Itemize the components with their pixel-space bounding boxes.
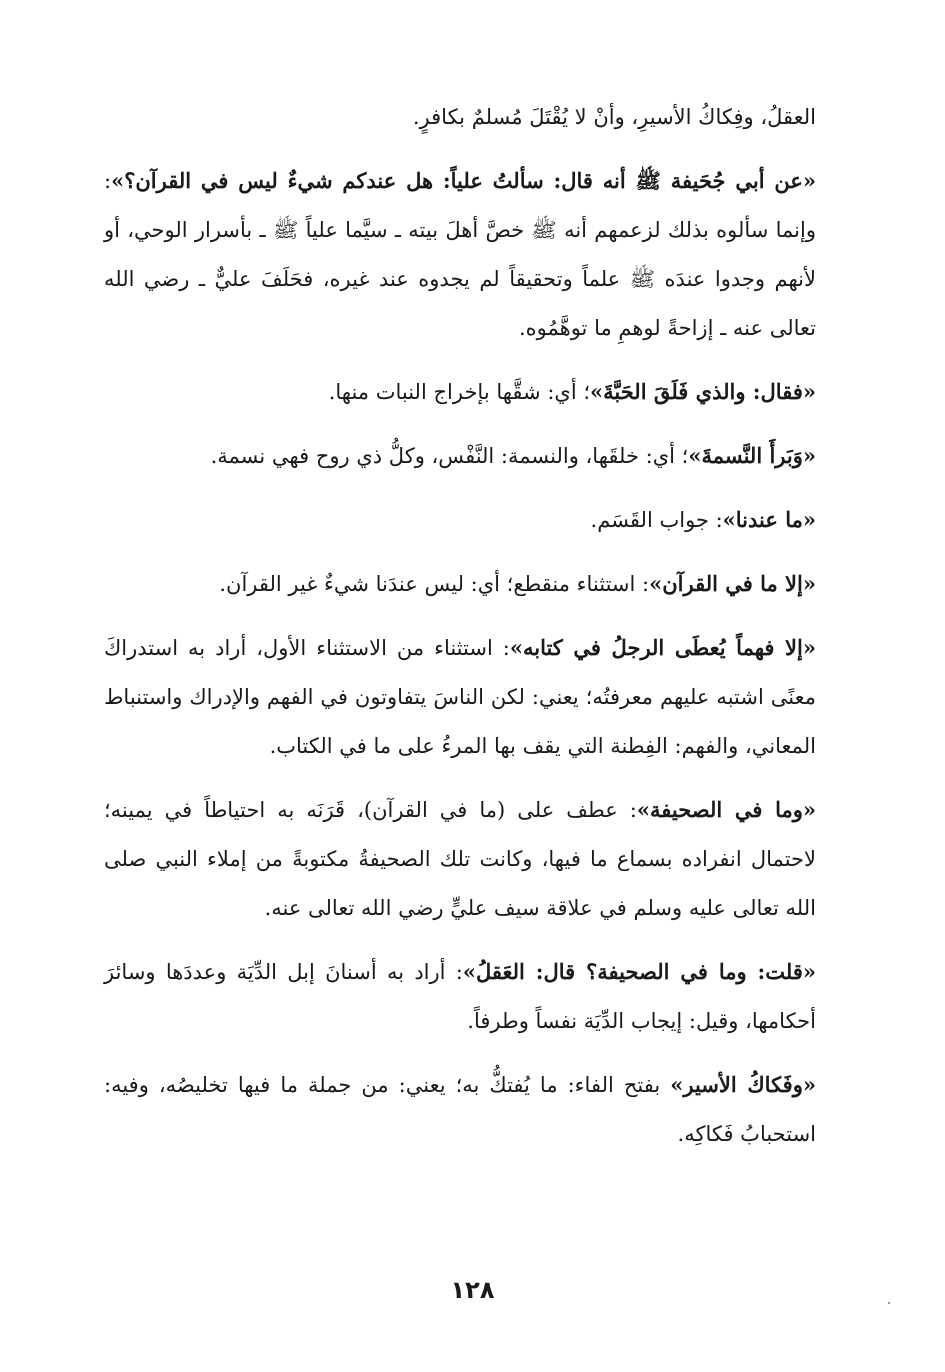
page-body	[104, 92, 816, 1159]
paragraph-2	[104, 156, 816, 353]
lemma: «وَبَرأَ النَّسمةَ»	[688, 443, 816, 468]
commentary: : استثناء منقطع؛ أي: ليس عندَنا شيءٌ غير القرآن.	[219, 572, 650, 596]
lemma: «عن أبي جُحَيفة ﷺ أنه قال: سألتُ علياً: هل عندكم شيءٌ ليس في القرآن؟»	[111, 168, 816, 193]
lemma: «إلا فهماً يُعطَى الرجلُ في كتابه»	[509, 635, 816, 660]
paragraph-10	[104, 1060, 816, 1159]
paragraph-6	[104, 559, 816, 609]
commentary: ؛ أي: خلقَها، والنسمة: النَّفْس، وكلُّ ذي روح فهي نسمة.	[210, 444, 689, 468]
commentary: بفتح الفاء: ما يُفتكُّ به؛ يعني: من جملة ما فيها تخليصُه، وفيه: استحبابُ فَكاكِه.	[104, 1073, 816, 1146]
lemma: «وفَكاكُ الأسير»	[670, 1072, 816, 1097]
scan-speck	[888, 1302, 890, 1304]
paragraph-8	[104, 785, 816, 933]
paragraph-7	[104, 623, 816, 771]
commentary: العقلُ، وفِكاكُ الأسيرِ، وأنْ لا يُقْتَلَ مُسلمٌ بكافرٍ.	[412, 105, 816, 129]
paragraph-5	[104, 495, 816, 545]
paragraph-9	[104, 947, 816, 1046]
lemma: «قلت: وما في الصحيفة؟ قال: العَقلُ»	[462, 959, 817, 984]
paragraph-1	[104, 92, 816, 142]
page-number: ١٢٨	[450, 1276, 495, 1304]
lemma: «وما في الصحيفة»	[636, 797, 816, 822]
lemma: «إلا ما في القرآن»	[649, 571, 816, 596]
commentary: : وإنما سألوه بذلك لزعمهم أنه ﷺ خصَّ أهلَ بيته ـ سيَّما علياً ﷺ ـ بأسرار الوحي، أو لأنهم وجدوا عندَه ﷺ علماً وتحقيقاً لم يجدوه عند غيره، فحَلَفَ عليٌّ ـ رضي الله تعالى عنه ـ إزاحةً لوهمِ ما توهَّمُوه.	[104, 169, 816, 340]
commentary: : استثناء من الاستثناء الأول، أراد به استدراكَ معنًى اشتبه عليهم معرفتُه؛ يعني: لكن الناسَ يتفاوتون في الفهم والإدراك واستنباط المعاني، والفهم: الفِطنة التي يقف بها المرءُ على ما في الكتاب.	[104, 636, 816, 758]
commentary: : عطف على (ما في القرآن)، قَرَنَه به احتياطاً في يمينه؛ لاحتمال انفراده بسماع ما فيها، وكانت تلك الصحيفةُ مكتوبةً من إملاء النبي صلى الله تعالى عليه وسلم في علاقة سيف عليٍّ رضي الله تعالى عنه.	[104, 798, 816, 920]
lemma: «فقال: والذي فَلَقَ الحَبَّةَ»	[590, 379, 816, 404]
commentary: : أراد به أسنانَ إبل الدِّيَة وعددَها وسائرَ أحكامها، وقيل: إيجاب الدِّيَة نفساً وطرفاً.	[104, 960, 816, 1033]
commentary: : جواب القَسَم.	[590, 508, 723, 532]
paragraph-4	[104, 431, 816, 481]
paragraph-3	[104, 367, 816, 417]
lemma: «ما عندنا»	[722, 507, 816, 532]
commentary: ؛ أي: شقَّها بإخراج النبات منها.	[328, 380, 591, 404]
